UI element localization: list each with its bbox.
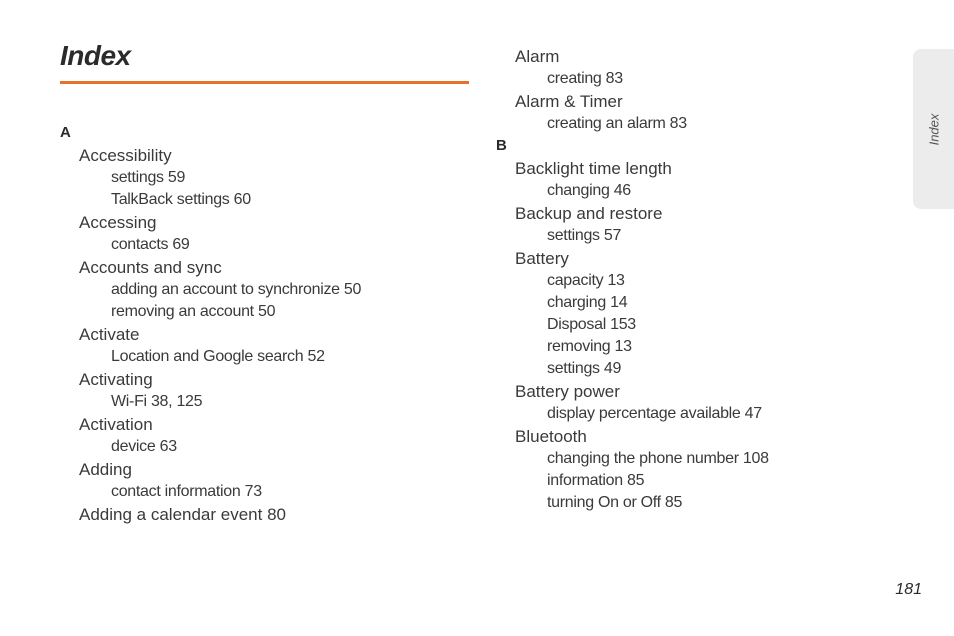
index-subentry: settings 49	[547, 360, 622, 377]
index-term: Adding a calendar event 80	[79, 505, 286, 524]
index-term: Activating	[79, 370, 153, 389]
index-subentry: TalkBack settings 60	[111, 191, 251, 208]
index-subentry: Location and Google search 52	[111, 348, 325, 365]
index-subentry: capacity 13	[547, 272, 625, 289]
index-column-left	[60, 122, 480, 526]
index-subentry: adding an account to synchronize 50	[111, 281, 362, 298]
index-subentry: contacts 69	[111, 236, 190, 253]
index-column-right	[496, 45, 916, 514]
index-subentry: Disposal 153	[547, 316, 636, 333]
index-term: Activation	[79, 415, 153, 434]
index-term: Activate	[79, 325, 140, 344]
index-term: Accounts and sync	[79, 258, 222, 277]
index-subentry: removing an account 50	[111, 303, 276, 320]
index-subentry: settings 59	[111, 169, 186, 186]
index-subentry: creating 83	[547, 70, 623, 87]
index-subentry: creating an alarm 83	[547, 115, 687, 132]
index-subentry: Wi-Fi 38, 125	[111, 393, 203, 410]
index-term: Alarm	[515, 47, 560, 66]
index-term: Accessibility	[79, 146, 172, 165]
index-letter-heading: A	[60, 124, 71, 141]
index-subentry: turning On or Off 85	[547, 494, 683, 511]
index-subentry: settings 57	[547, 227, 622, 244]
index-term: Bluetooth	[515, 427, 587, 446]
index-term: Battery	[515, 249, 569, 268]
index-subentry: removing 13	[547, 338, 632, 355]
page-title: Index	[60, 40, 131, 71]
index-letter-heading: B	[496, 137, 507, 154]
index-subentry: charging 14	[547, 294, 628, 311]
index-term: Backlight time length	[515, 159, 672, 178]
page-number: 181	[895, 581, 922, 598]
side-tab-label: Index	[926, 113, 941, 145]
index-term: Adding	[79, 460, 132, 479]
index-subentry: device 63	[111, 438, 177, 455]
title-underline	[60, 81, 469, 84]
index-subentry: changing 46	[547, 182, 631, 199]
index-term: Backup and restore	[515, 204, 663, 223]
index-subentry: display percentage available 47	[547, 405, 762, 422]
index-term: Battery power	[515, 382, 620, 401]
index-subentry: changing the phone number 108	[547, 450, 769, 467]
index-subentry: contact information 73	[111, 483, 262, 500]
index-subentry: information 85	[547, 472, 645, 489]
side-section-tab	[913, 49, 954, 209]
index-term: Alarm & Timer	[515, 92, 623, 111]
index-term: Accessing	[79, 213, 157, 232]
